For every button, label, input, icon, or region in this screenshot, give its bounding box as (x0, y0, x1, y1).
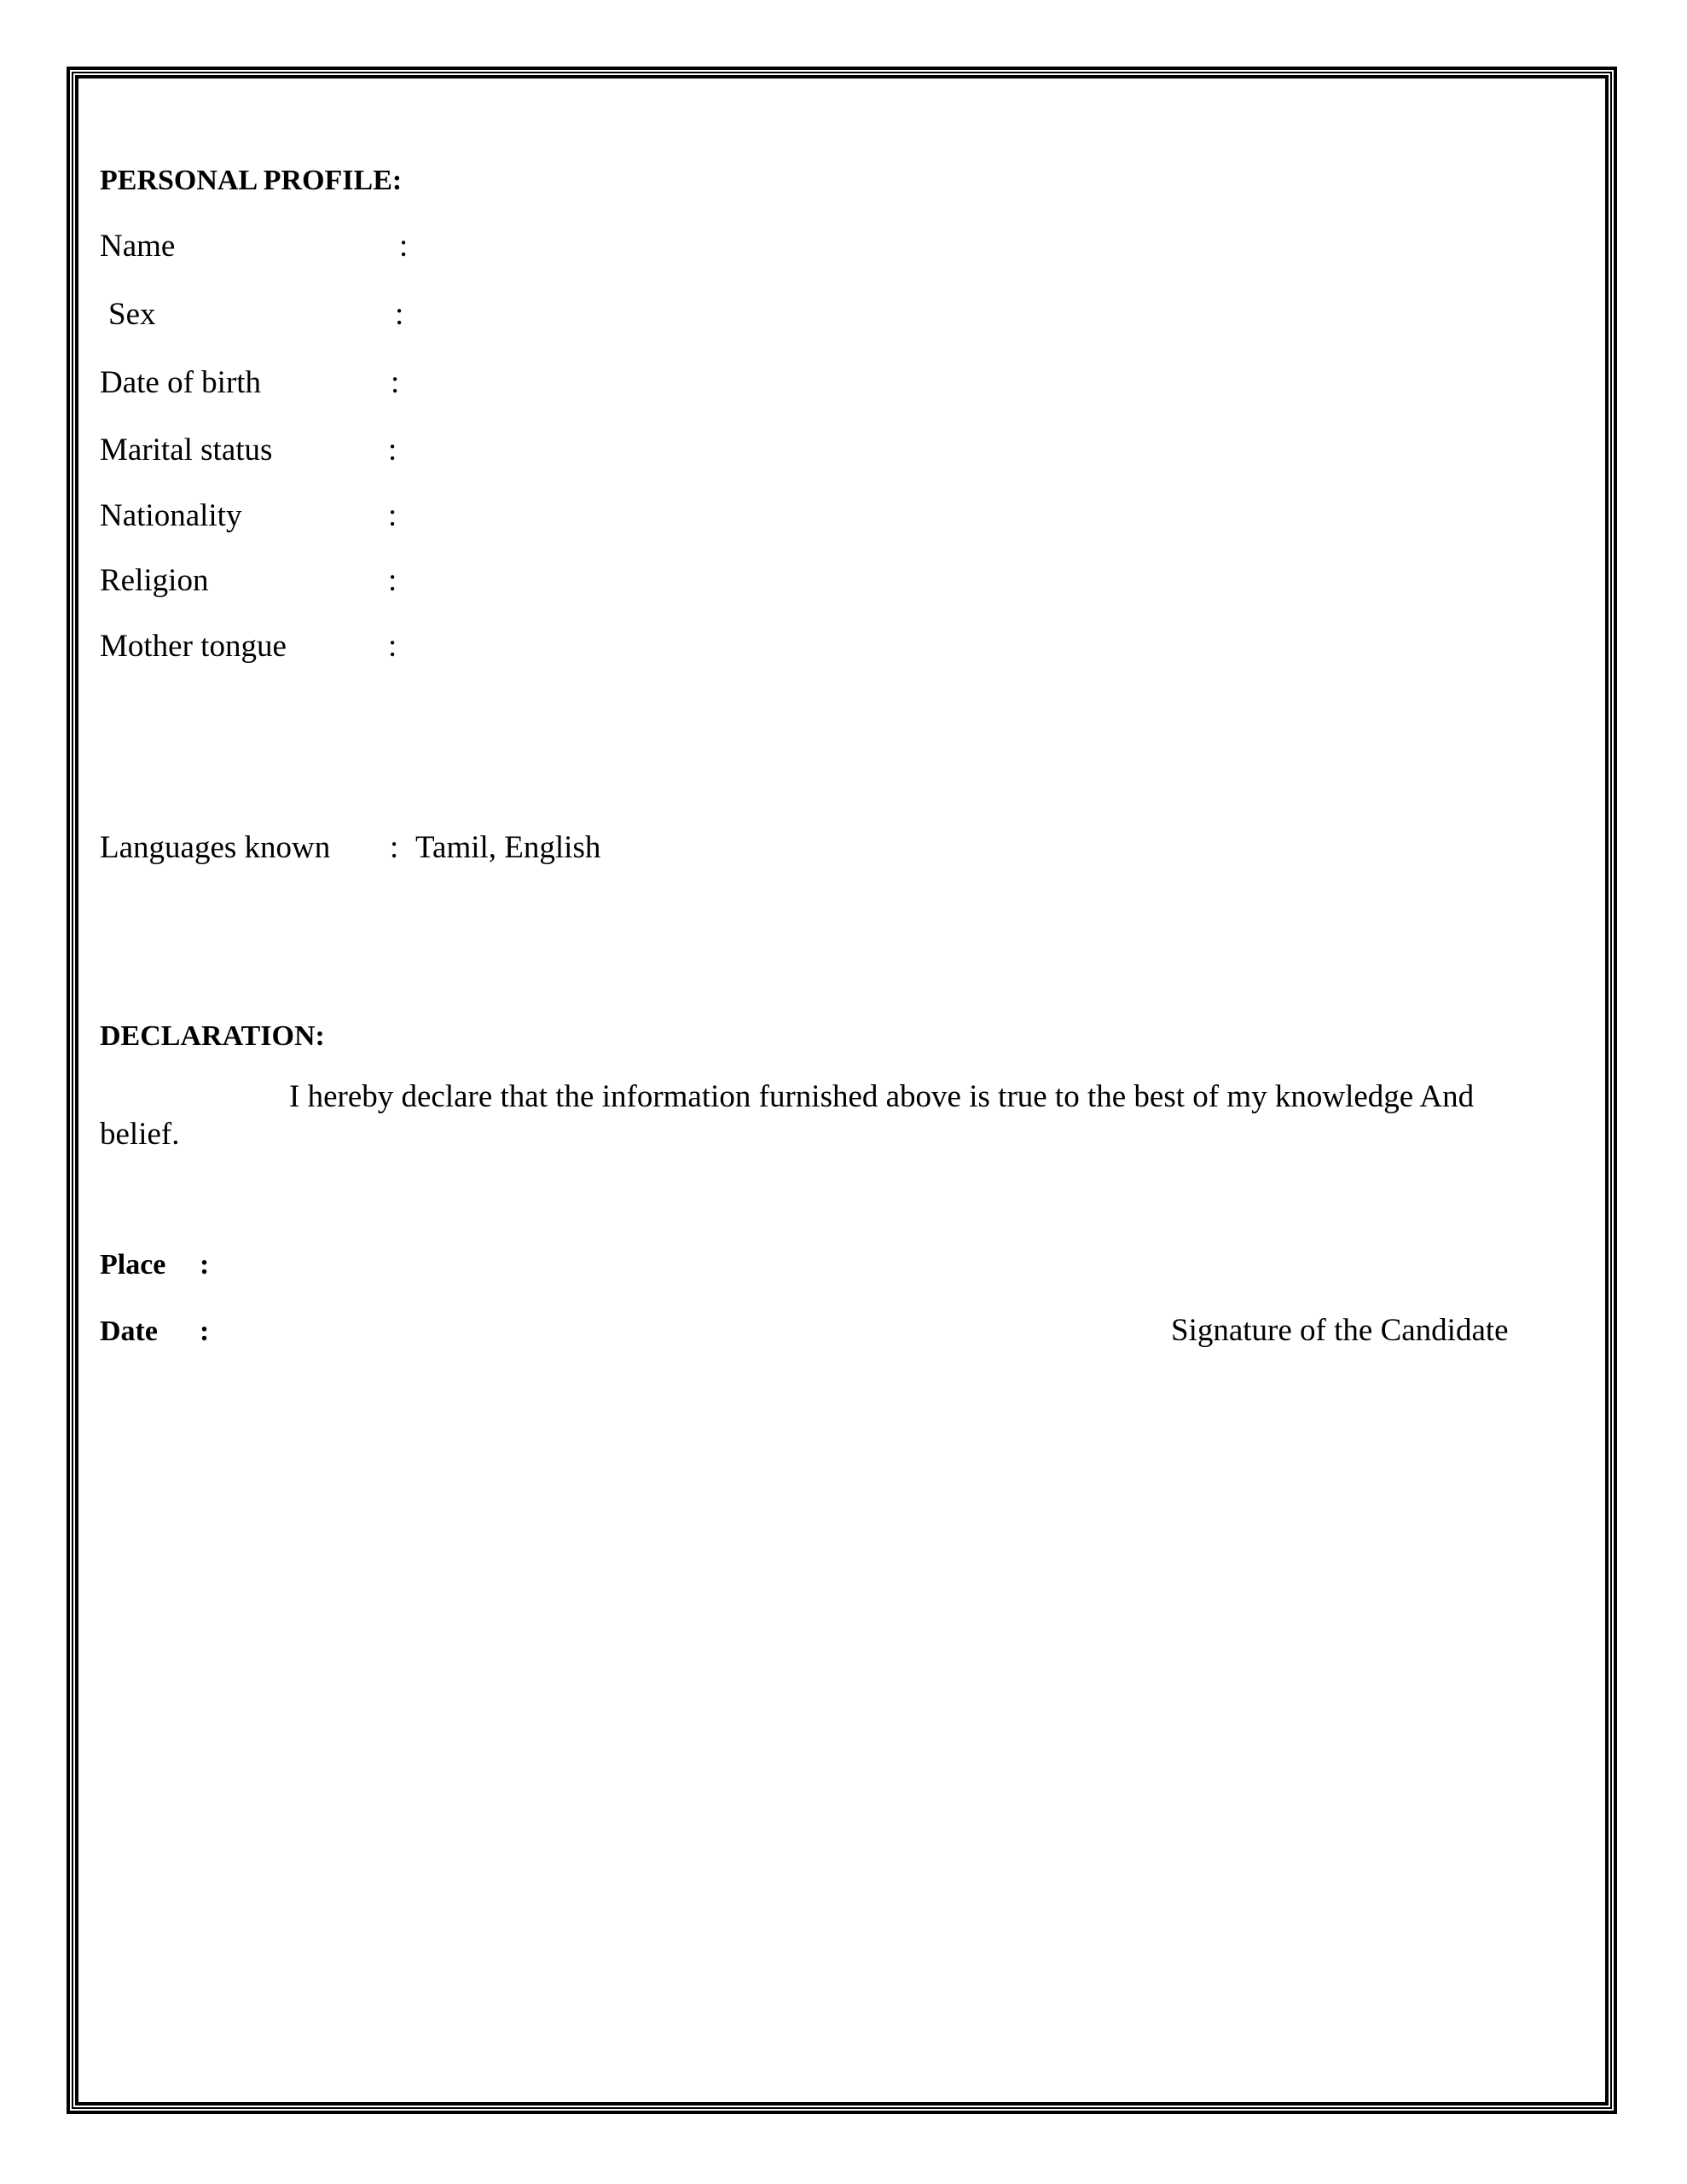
date-sep: : (200, 1316, 210, 1347)
personal-profile-heading: PERSONAL PROFILE: (100, 165, 403, 196)
field-sep-nationality: : (388, 498, 397, 533)
field-label-sex: Sex (108, 297, 156, 332)
field-sep-mother-tongue: : (388, 629, 397, 664)
field-sep-name: : (399, 229, 409, 264)
field-sep-religion: : (388, 563, 397, 598)
field-label-marital-status: Marital status (100, 433, 273, 468)
field-label-nationality: Nationality (100, 498, 242, 533)
field-sep-date-of-birth: : (391, 365, 400, 400)
field-label-religion: Religion (100, 563, 209, 598)
declaration-heading: DECLARATION: (100, 1020, 325, 1052)
field-value-languages-known: Tamil, English (415, 830, 601, 865)
field-sep-marital-status: : (388, 433, 397, 468)
declaration-text: I hereby declare that the information furnished above is true to the best of my knowledge And belief. (100, 1079, 1475, 1152)
field-label-languages-known: Languages known (100, 830, 331, 865)
field-label-name: Name (100, 229, 176, 264)
field-label-date-of-birth: Date of birth (100, 365, 262, 400)
field-sep-languages-known: : (390, 830, 399, 865)
field-label-mother-tongue: Mother tongue (100, 629, 287, 664)
place-label: Place (100, 1249, 166, 1281)
field-sep-sex: : (395, 297, 404, 332)
date-label: Date (100, 1316, 158, 1347)
signature-label: Signature of the Candidate (1171, 1313, 1509, 1348)
place-sep: : (200, 1249, 210, 1281)
